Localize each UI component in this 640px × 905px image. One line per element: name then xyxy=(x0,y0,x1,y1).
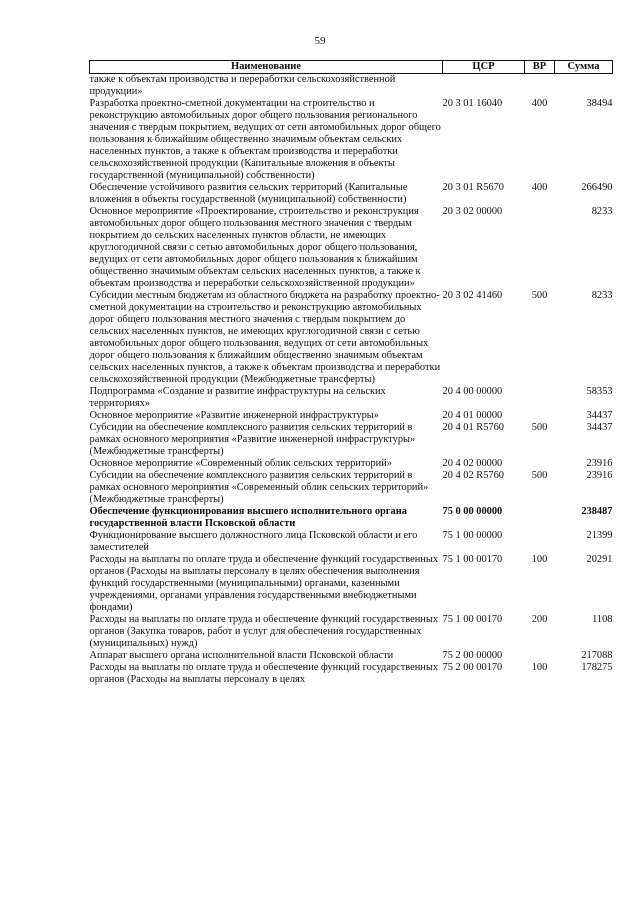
row-sum: 23916 xyxy=(586,470,613,481)
row-vr: 500 xyxy=(531,290,548,301)
row-vr xyxy=(525,506,555,530)
row-name: Расходы на выплаты по оплате труда и обеспечение функций государственных органов (Закупка товаров, работ и услуг для обеспечения государственных (муниципальных) нужд) xyxy=(89,614,439,649)
budget-table xyxy=(89,60,613,686)
row-sum: 1108 xyxy=(592,614,613,625)
row-vr xyxy=(525,530,555,554)
row-name: Разработка проектно-сметной документации на строительство и реконструкцию автомобильных дорог общего пользования регионального значения с твердым покрытием, ведущих от сети автомобильных дорог общего пользования к ближайшим общественно значимым объектам сельских населенных пунктов, а также к объектам производства и переработки сельскохозяйственной продукции (Капитальные вложения в объекты государственной (муниципальной) собственности) xyxy=(89,98,441,181)
table-row xyxy=(90,74,613,99)
table-row xyxy=(90,206,613,290)
row-name: Обеспечение функционирования высшего исполнительного органа государственной власти Псковской области xyxy=(89,506,407,529)
table-row xyxy=(90,458,613,470)
row-name: Субсидии на обеспечение комплексного развития сельских территорий в рамках основного мероприятия «Развитие инженерной инфраструктуры» (Межбюджетные трансферты) xyxy=(89,422,416,457)
row-csr: 20 3 01 16040 xyxy=(442,98,503,109)
row-sum: 34437 xyxy=(586,422,613,433)
row-csr: 20 4 01 00000 xyxy=(442,410,503,421)
row-sum: 21399 xyxy=(586,530,613,541)
row-csr: 20 4 02 00000 xyxy=(442,458,503,469)
row-sum: 23916 xyxy=(586,458,613,469)
table-row xyxy=(90,614,613,650)
row-name: также к объектам производства и переработки сельскохозяйственной продукции» xyxy=(89,74,396,97)
row-name: Основное мероприятие «Развитие инженерной инфраструктуры» xyxy=(89,410,379,421)
row-vr xyxy=(525,650,555,662)
row-csr: 20 3 02 41460 xyxy=(442,290,503,301)
row-csr: 75 0 00 00000 xyxy=(442,506,503,517)
table-row xyxy=(90,470,613,506)
row-vr: 500 xyxy=(531,422,548,433)
row-sum: 8233 xyxy=(591,206,613,217)
row-vr: 100 xyxy=(531,554,548,565)
header-vr: ВР xyxy=(525,61,555,74)
table-row xyxy=(90,422,613,458)
row-csr: 75 2 00 00170 xyxy=(442,662,503,673)
row-vr xyxy=(525,206,555,290)
row-name: Аппарат высшего органа исполнительной власти Псковской области xyxy=(89,650,394,661)
row-sum: 34437 xyxy=(586,410,613,421)
row-csr: 75 1 00 00170 xyxy=(442,554,503,565)
row-csr: 75 1 00 00170 xyxy=(442,614,503,625)
row-vr xyxy=(525,410,555,422)
row-csr: 20 4 00 00000 xyxy=(442,386,503,397)
page-number: 59 xyxy=(314,35,326,47)
row-sum xyxy=(555,74,613,99)
row-name: Субсидии местным бюджетам из областного бюджета на разработку проектно-сметной документации на строительство и реконструкцию автомобильных дорог общего пользования местного значения с твердым покрытием до сельских населенных пунктов, не имеющих круглогодичной связи с сетью автомобильных дорог общего пользования, ведущих от сети автомобильных дорог общего пользования к ближайшим общественно значимым объектам сельских населенных пунктов, а также к объектам производства и переработки сельскохозяйственной продукции (Межбюджетные трансферты) xyxy=(89,290,441,385)
row-vr: 100 xyxy=(531,662,548,673)
row-csr: 75 1 00 00000 xyxy=(442,530,503,541)
table-header-row xyxy=(90,61,613,74)
row-csr: 20 4 02 R5760 xyxy=(442,470,504,481)
header-name: Наименование xyxy=(90,61,443,74)
table-row xyxy=(90,554,613,614)
header-sum: Сумма xyxy=(555,61,613,74)
row-sum: 217088 xyxy=(581,650,613,661)
table-row xyxy=(90,650,613,662)
row-sum: 38494 xyxy=(586,98,613,109)
row-vr: 400 xyxy=(531,98,548,109)
row-csr: 20 4 01 R5760 xyxy=(442,422,504,433)
row-name: Расходы на выплаты по оплате труда и обеспечение функций государственных органов (Расходы на выплаты персоналу в целях xyxy=(89,662,439,685)
row-name: Обеспечение устойчивого развития сельских территорий (Капитальные вложения в объекты государственной (муниципальной) собственности) xyxy=(89,182,408,205)
table-body xyxy=(90,74,613,687)
row-csr: 20 3 01 R5670 xyxy=(442,182,504,193)
row-csr: 20 3 02 00000 xyxy=(442,206,503,217)
row-sum: 20291 xyxy=(586,554,613,565)
table-row xyxy=(90,410,613,422)
table-row xyxy=(90,290,613,386)
row-sum: 178275 xyxy=(581,662,613,673)
table-row xyxy=(90,98,613,182)
row-csr: 75 2 00 00000 xyxy=(442,650,503,661)
row-vr xyxy=(525,74,555,99)
table-row xyxy=(90,662,613,686)
row-name: Основное мероприятие «Современный облик сельских территорий» xyxy=(89,458,392,469)
row-sum: 58353 xyxy=(586,386,613,397)
header-csr: ЦСР xyxy=(443,61,525,74)
row-name: Подпрограмма «Создание и развитие инфраструктуры на сельских территориях» xyxy=(89,386,386,409)
table-row xyxy=(90,182,613,206)
row-csr xyxy=(443,74,525,99)
row-sum: 238487 xyxy=(581,506,613,517)
row-vr xyxy=(525,386,555,410)
row-vr: 200 xyxy=(531,614,548,625)
table-row xyxy=(90,386,613,410)
row-name: Субсидии на обеспечение комплексного развития сельских территорий в рамках основного мероприятия «Современный облик сельских территорий» (Межбюджетные трансферты) xyxy=(89,470,429,505)
table-row xyxy=(90,530,613,554)
row-vr: 500 xyxy=(531,470,548,481)
row-name: Расходы на выплаты по оплате труда и обеспечение функций государственных органов (Расходы на выплаты персоналу в целях обеспечения выполнения функций государственными (муниципальными) органами, казенными учреждениями, органами управления государственными внебюджетными фондами) xyxy=(89,554,439,613)
row-name: Основное мероприятие «Проектирование, строительство и реконструкция автомобильных дорог общего пользования местного значения с твердым покрытием до сельских населенных пунктов области, не имеющих круглогодичной связи с сетью автомобильных дорог общего пользования, ведущих от сети автомобильных дорог общего пользования к ближайшим общественно значимым объектам сельских населенных пунктов, а также к объектам производства и переработки сельскохозяйственной продукции» xyxy=(89,206,421,289)
row-vr xyxy=(525,458,555,470)
row-sum: 266490 xyxy=(581,182,613,193)
row-vr: 400 xyxy=(531,182,548,193)
table-row xyxy=(90,506,613,530)
row-name: Функционирование высшего должностного лица Псковской области и его заместителей xyxy=(89,530,418,553)
row-sum: 8233 xyxy=(591,290,613,301)
